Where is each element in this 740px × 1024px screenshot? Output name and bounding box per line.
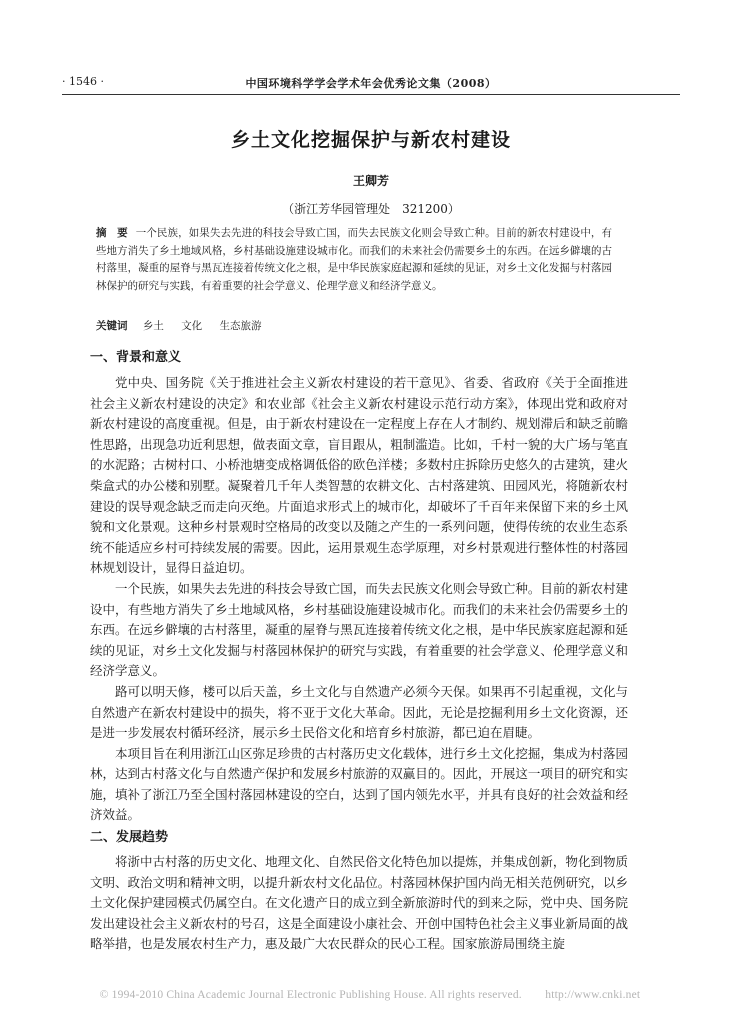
abstract-label: 摘 要 <box>96 227 128 239</box>
page-number: · 1546 · <box>62 75 104 88</box>
section-body-background <box>90 373 628 826</box>
keyword: 乡土 <box>142 320 164 332</box>
abstract-text: 一个民族，如果失去先进的科技会导致亡国，而失去民族文化则会导致亡种。目前的新农村建设中，有些地方消失了乡土地域风格，乡村基础设施建设城市化。而我们的未来社会仍需要乡土的东西。在远乡僻壤的古村落里，凝重的屋脊与黑瓦连接着传统文化之根，是中华民族家庭起源和延续的见证，对乡土文化发掘与村落园林保护的研究与实践，有着重要的社会学意义、伦理学意义和经济学意义。 <box>96 227 613 292</box>
abstract <box>96 225 612 295</box>
keyword: 生态旅游 <box>219 320 262 332</box>
keywords <box>96 318 612 333</box>
body-paragraph: 一个民族，如果失去先进的科技会导致亡国，而失去民族文化则会导致亡种。目前的新农村建设中，有些地方消失了乡土地域风格，乡村基础设施建设城市化。而我们的未来社会仍需要乡土的东西。在远乡僻壤的古村落里，凝重的屋脊与黑瓦连接着传统文化之根，是中华民族家庭起源和延续的见证，对乡土文化发掘与村落园林保护的研究与实践，有着重要的社会学意义、伦理学意义和经济学意义。 <box>90 580 628 679</box>
copyright-footer: © 1994-2010 China Academic Journal Electronic Publishing House. All rights reserved. http://www.cnki.net <box>99 989 641 1001</box>
paper-title: 乡土文化挖掘保护与新农村建设 <box>230 129 511 151</box>
keyword: 文化 <box>181 320 203 332</box>
body-paragraph: 路可以明天修，楼可以后天盖，乡土文化与自然遗产必须今天保。如果再不引起重视，文化与自然遗产在新农村建设中的损失，将不亚于文化大革命。因此，无论是挖掘利用乡土文化资源，还是进一步发展农村循环经济，展示乡土民俗文化和培育乡村旅游，都已迫在眉睫。 <box>90 683 628 741</box>
section-heading-trends: 二、发展趋势 <box>90 830 169 845</box>
author-name: 王卿芳 <box>352 174 389 188</box>
body-paragraph: 本项目旨在利用浙江山区弥足珍贵的古村落历史文化载体，进行乡土文化挖掘，集成为村落园林，达到古村落文化与自然遗产保护和发展乡村旅游的双赢目的。因此，开展这一项目的研究和实施，填补了浙江乃至全国村落园林建设的空白，达到了国内领先水平，并具有良好的社会效益和经济效益。 <box>90 745 628 823</box>
section-heading-background: 一、背景和意义 <box>90 350 182 365</box>
section-body-trends <box>90 852 628 955</box>
author-affiliation: （浙江芳华园管理处 321200） <box>282 202 460 216</box>
body-paragraph: 将浙中古村落的历史文化、地理文化、自然民俗文化特色加以提炼，并集成创新，物化到物质文明、政治文明和精神文明，以提升新农村文化品位。村落园林保护国内尚无相关范例研究，以乡土文化保护建园模式仍属空白。在文化遗产日的成立到全新旅游时代的到来之际，党中央、国务院发出建设社会主义新农村的号召，这是全面建设小康社会、开创中国特色社会主义事业新局面的战略举措，也是发展农村生产力，惠及最广大农民群众的民心工程。国家旅游局围绕主旋 <box>90 854 628 952</box>
running-header <box>62 73 680 91</box>
keywords-label: 关键词 <box>96 320 128 332</box>
header-divider <box>62 94 680 95</box>
body-paragraph: 党中央、国务院《关于推进社会主义新农村建设的若干意见》、省委、省政府《关于全面推进社会主义新农村建设的决定》和农业部《社会主义新农村建设示范行动方案》，体现出党和政府对新农村建设的高度重视。但是，由于新农村建设在一定程度上存在人才制约、规划滞后和缺乏前瞻性思路，出现急功近利思想，做表面文章，盲目跟从，粗制滥造。比如，千村一貌的大广场与笔直的水泥路；古树村口、小桥池塘变成格调低俗的欧色洋楼；多数村庄拆除历史悠久的古建筑，建火柴盒式的办公楼和别墅。凝聚着几千年人类智慧的农耕文化、古村落建筑、田园风光，将随新农村建设的误导观念缺乏而走向灭绝。片面追求形式上的城市化，却破坏了千百年来保留下来的乡土风貌和文化景观。这种乡村景观时空格局的改变以及随之产生的一系列问题，使得传统的农业生态系统不能适应乡村可持续发展的需要。因此，运用景观生态学原理，对乡村景观进行整体性的村落园林规划设计，显得日益迫切。 <box>90 375 628 576</box>
journal-title: 中国环境科学学会学术年会优秀论文集（2008） <box>245 77 497 90</box>
